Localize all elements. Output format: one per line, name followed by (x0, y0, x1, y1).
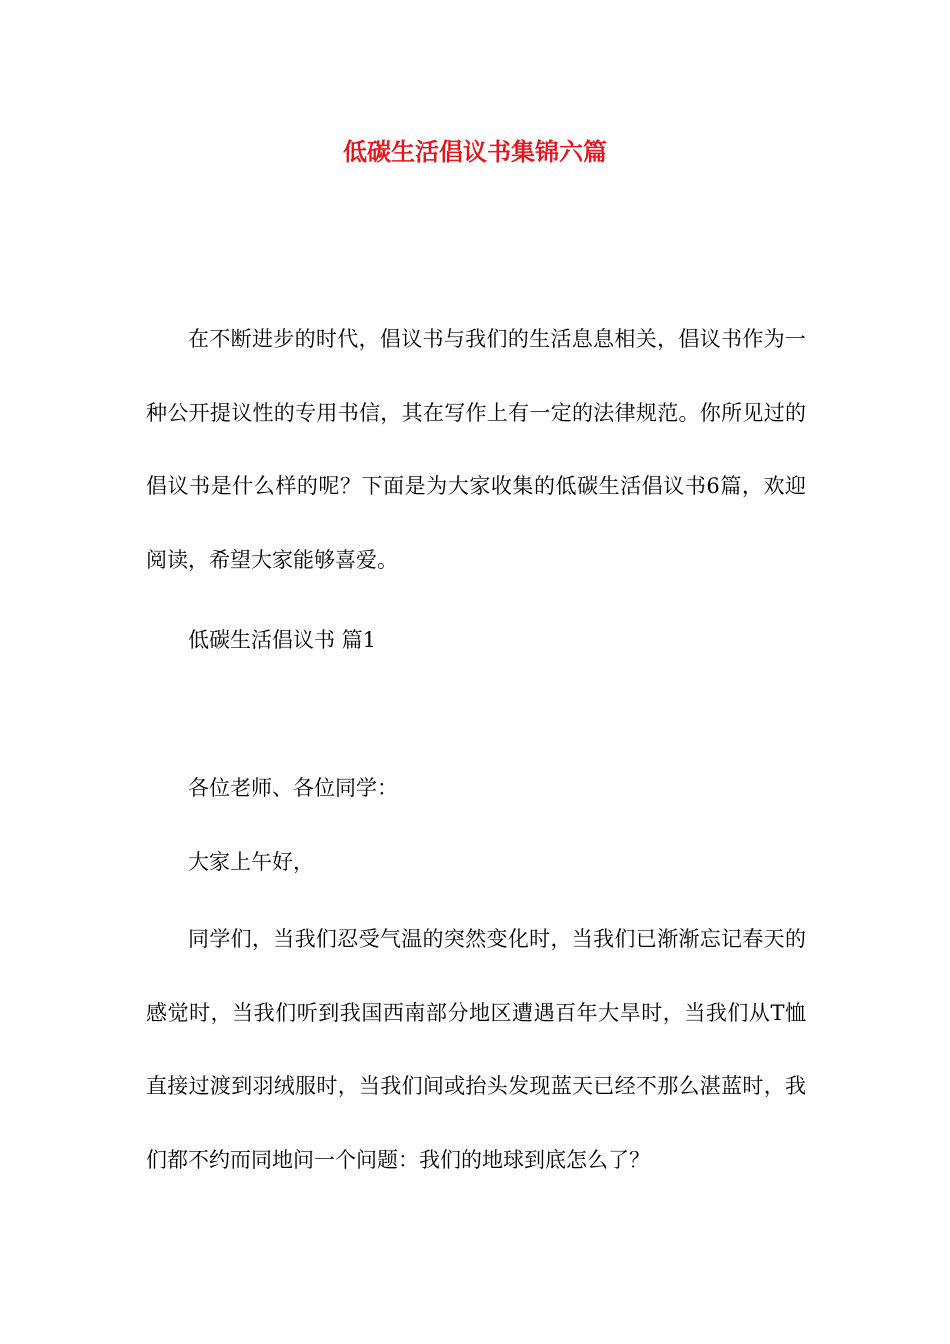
document-title: 低碳生活倡议书集锦六篇 (343, 137, 607, 166)
section-heading: 低碳生活倡议书 篇1 (188, 628, 377, 652)
intro-paragraph: 在不断进步的时代，倡议书与我们的生活息息相关，倡议书作为一种公开提议性的专用书信，其在写作上有一定的法律规范。你所见过的倡议书是什么样的呢？下面是为大家收集的低碳生活倡议书6篇，欢迎阅读，希望大家能够喜爱。 (146, 327, 806, 572)
salutation: 各位老师、各位同学： (188, 776, 398, 800)
body-paragraph: 同学们，当我们忍受气温的突然变化时，当我们已渐渐忘记春天的感觉时，当我们听到我国西南部分地区遭遇百年大旱时，当我们从T恤直接过渡到羽绒服时，当我们间或抬头发现蓝天已经不那么湛蓝时，我们都不约而同地问一个问题：我们的地球到底怎么了？ (146, 927, 806, 1172)
greeting: 大家上午好， (188, 850, 314, 874)
